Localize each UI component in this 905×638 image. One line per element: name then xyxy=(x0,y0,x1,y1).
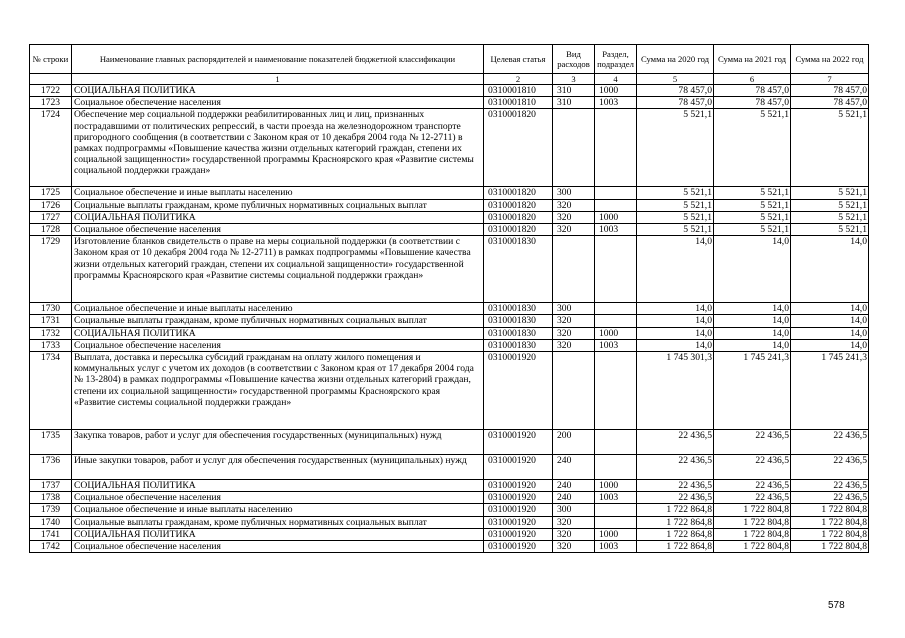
table-row xyxy=(30,211,869,223)
column-number: 4 xyxy=(595,74,637,85)
sum-2022-cell: 1 722 804,8 xyxy=(791,541,869,553)
name-cell: Иные закупки товаров, работ и услуг для обеспечения государственных (муниципальных) нужд xyxy=(72,455,484,480)
header-target-article: Целевая статья xyxy=(484,45,553,74)
expense-kind-cell: 300 xyxy=(553,303,595,315)
sum-2021-cell: 5 521,1 xyxy=(714,211,791,223)
section-cell xyxy=(595,109,637,187)
expense-kind-cell: 240 xyxy=(553,480,595,492)
name-cell: Социальное обеспечение населения xyxy=(72,541,484,553)
name-cell: Социальные выплаты гражданам, кроме публичных нормативных социальных выплат xyxy=(72,315,484,327)
target-article-cell: 0310001830 xyxy=(484,339,553,351)
name-cell: СОЦИАЛЬНАЯ ПОЛИТИКА xyxy=(72,211,484,223)
target-article-cell: 0310001820 xyxy=(484,187,553,199)
sum-2021-cell: 1 722 804,8 xyxy=(714,541,791,553)
name-cell: Социальное обеспечение населения xyxy=(72,492,484,504)
name-cell: СОЦИАЛЬНАЯ ПОЛИТИКА xyxy=(72,480,484,492)
row-number-cell: 1726 xyxy=(30,199,72,211)
target-article-cell: 0310001920 xyxy=(484,430,553,455)
sum-2022-cell: 5 521,1 xyxy=(791,224,869,236)
section-cell: 1003 xyxy=(595,492,637,504)
sum-2022-cell: 22 436,5 xyxy=(791,455,869,480)
sum-2021-cell: 14,0 xyxy=(714,236,791,303)
target-article-cell: 0310001820 xyxy=(484,211,553,223)
sum-2020-cell: 1 745 301,3 xyxy=(637,352,714,430)
sum-2020-cell: 14,0 xyxy=(637,339,714,351)
sum-2022-cell: 14,0 xyxy=(791,339,869,351)
sum-2022-cell: 5 521,1 xyxy=(791,187,869,199)
column-number: 6 xyxy=(714,74,791,85)
table-row xyxy=(30,492,869,504)
row-number-cell: 1723 xyxy=(30,97,72,109)
table-row xyxy=(30,430,869,455)
target-article-cell: 0310001920 xyxy=(484,504,553,516)
table-row xyxy=(30,352,869,430)
target-article-cell: 0310001920 xyxy=(484,480,553,492)
sum-2022-cell: 14,0 xyxy=(791,315,869,327)
sum-2020-cell: 1 722 864,8 xyxy=(637,516,714,528)
expense-kind-cell: 320 xyxy=(553,541,595,553)
target-article-cell: 0310001920 xyxy=(484,528,553,540)
section-cell: 1000 xyxy=(595,327,637,339)
table-row xyxy=(30,528,869,540)
sum-2021-cell: 22 436,5 xyxy=(714,480,791,492)
table-row xyxy=(30,85,869,97)
sum-2020-cell: 14,0 xyxy=(637,303,714,315)
row-number-cell: 1737 xyxy=(30,480,72,492)
sum-2021-cell: 5 521,1 xyxy=(714,199,791,211)
row-number-cell: 1740 xyxy=(30,516,72,528)
target-article-cell: 0310001830 xyxy=(484,315,553,327)
expense-kind-cell: 300 xyxy=(553,187,595,199)
row-number-cell: 1727 xyxy=(30,211,72,223)
row-number-cell: 1738 xyxy=(30,492,72,504)
sum-2021-cell: 5 521,1 xyxy=(714,109,791,187)
section-cell xyxy=(595,516,637,528)
expense-kind-cell: 310 xyxy=(553,97,595,109)
name-cell: Изготовление бланков свидетельств о праве на меры социальной поддержки (в соответствии с Законом края от 10 декабря 2004 года № 12-2711) в рамках подпрограммы «Повышение качества жизни отдельных категорий граждан, степени их социальной защищенности» государственной программы Красноярского края «Развитие системы социальной поддержки граждан» xyxy=(72,236,484,303)
column-number: 3 xyxy=(553,74,595,85)
sum-2020-cell: 78 457,0 xyxy=(637,97,714,109)
column-number: 5 xyxy=(637,74,714,85)
section-cell: 1003 xyxy=(595,97,637,109)
page-number: 578 xyxy=(828,600,845,611)
table-row xyxy=(30,516,869,528)
section-cell xyxy=(595,199,637,211)
section-cell xyxy=(595,303,637,315)
name-cell: Обеспечение мер социальной поддержки реабилитированных лиц и лиц, признанных пострадавшими от политических репрессий, в части проезда на железнодорожном транспорте пригородного сообщения (в соответствии с Законом края от 10 декабря 2004 года № 12-2711) в рамках подпрограммы «Повышение качества жизни отдельных категорий граждан, степени их социальной защищенности» государственной программы Красноярского края «Развитие системы социальной поддержки граждан» xyxy=(72,109,484,187)
row-number-cell: 1724 xyxy=(30,109,72,187)
column-number-row xyxy=(30,74,869,85)
name-cell: Закупка товаров, работ и услуг для обеспечения государственных (муниципальных) нужд xyxy=(72,430,484,455)
row-number-cell: 1725 xyxy=(30,187,72,199)
row-number-cell: 1722 xyxy=(30,85,72,97)
row-number-cell: 1733 xyxy=(30,339,72,351)
sum-2021-cell: 14,0 xyxy=(714,303,791,315)
sum-2022-cell: 5 521,1 xyxy=(791,211,869,223)
target-article-cell: 0310001920 xyxy=(484,492,553,504)
sum-2021-cell: 14,0 xyxy=(714,315,791,327)
row-number-cell: 1731 xyxy=(30,315,72,327)
name-cell: Социальное обеспечение и иные выплаты населению xyxy=(72,303,484,315)
sum-2021-cell: 22 436,5 xyxy=(714,430,791,455)
section-cell xyxy=(595,315,637,327)
expense-kind-cell: 320 xyxy=(553,516,595,528)
name-cell: Социальные выплаты гражданам, кроме публичных нормативных социальных выплат xyxy=(72,516,484,528)
sum-2022-cell: 1 722 804,8 xyxy=(791,516,869,528)
section-cell xyxy=(595,504,637,516)
expense-kind-cell: 320 xyxy=(553,199,595,211)
sum-2022-cell: 1 722 804,8 xyxy=(791,504,869,516)
table-row xyxy=(30,339,869,351)
sum-2020-cell: 14,0 xyxy=(637,236,714,303)
sum-2020-cell: 14,0 xyxy=(637,327,714,339)
target-article-cell: 0310001820 xyxy=(484,109,553,187)
sum-2020-cell: 78 457,0 xyxy=(637,85,714,97)
row-number-cell: 1729 xyxy=(30,236,72,303)
sum-2022-cell: 78 457,0 xyxy=(791,97,869,109)
section-cell: 1003 xyxy=(595,339,637,351)
budget-table xyxy=(29,44,869,553)
expense-kind-cell: 240 xyxy=(553,455,595,480)
sum-2022-cell: 22 436,5 xyxy=(791,430,869,455)
sum-2020-cell: 1 722 864,8 xyxy=(637,541,714,553)
expense-kind-cell xyxy=(553,109,595,187)
row-number-cell: 1735 xyxy=(30,430,72,455)
sum-2021-cell: 1 722 804,8 xyxy=(714,516,791,528)
section-cell xyxy=(595,352,637,430)
table-row xyxy=(30,315,869,327)
sum-2022-cell: 22 436,5 xyxy=(791,480,869,492)
sum-2021-cell: 22 436,5 xyxy=(714,455,791,480)
section-cell xyxy=(595,187,637,199)
row-number-cell: 1730 xyxy=(30,303,72,315)
sum-2020-cell: 22 436,5 xyxy=(637,430,714,455)
header-name: Наименование главных распорядителей и наименование показателей бюджетной классификации xyxy=(72,45,484,74)
sum-2020-cell: 1 722 864,8 xyxy=(637,504,714,516)
section-cell xyxy=(595,236,637,303)
target-article-cell: 0310001820 xyxy=(484,199,553,211)
row-number-cell: 1734 xyxy=(30,352,72,430)
sum-2021-cell: 5 521,1 xyxy=(714,224,791,236)
expense-kind-cell: 320 xyxy=(553,327,595,339)
table-row xyxy=(30,97,869,109)
table-row xyxy=(30,327,869,339)
sum-2020-cell: 1 722 864,8 xyxy=(637,528,714,540)
expense-kind-cell xyxy=(553,352,595,430)
sum-2021-cell: 14,0 xyxy=(714,327,791,339)
section-cell: 1000 xyxy=(595,211,637,223)
sum-2022-cell: 14,0 xyxy=(791,236,869,303)
name-cell: Выплата, доставка и пересылка субсидий гражданам на оплату жилого помещения и коммунальных услуг с учетом их доходов (в соответствии с Законом края от 17 декабря 2004 года № 13-2804) в рамках подпрограммы «Повышение качества жизни отдельных категорий граждан, степени их социальной защищенности» государственной программы Красноярского края «Развитие системы социальной поддержки граждан» xyxy=(72,352,484,430)
table-row xyxy=(30,455,869,480)
target-article-cell: 0310001820 xyxy=(484,224,553,236)
name-cell: Социальные выплаты гражданам, кроме публичных нормативных социальных выплат xyxy=(72,199,484,211)
row-number-cell: 1732 xyxy=(30,327,72,339)
expense-kind-cell: 240 xyxy=(553,492,595,504)
name-cell: Социальное обеспечение населения xyxy=(72,224,484,236)
target-article-cell: 0310001810 xyxy=(484,85,553,97)
name-cell: Социальное обеспечение и иные выплаты населению xyxy=(72,504,484,516)
table-row xyxy=(30,480,869,492)
section-cell: 1003 xyxy=(595,224,637,236)
sum-2022-cell: 78 457,0 xyxy=(791,85,869,97)
sum-2020-cell: 5 521,1 xyxy=(637,224,714,236)
expense-kind-cell: 200 xyxy=(553,430,595,455)
sum-2020-cell: 14,0 xyxy=(637,315,714,327)
expense-kind-cell: 300 xyxy=(553,504,595,516)
name-cell: Социальное обеспечение и иные выплаты населению xyxy=(72,187,484,199)
header-sum-2021: Сумма на 2021 год xyxy=(714,45,791,74)
row-number-cell: 1736 xyxy=(30,455,72,480)
name-cell: Социальное обеспечение населения xyxy=(72,97,484,109)
sum-2020-cell: 5 521,1 xyxy=(637,199,714,211)
sum-2021-cell: 78 457,0 xyxy=(714,85,791,97)
sum-2020-cell: 5 521,1 xyxy=(637,187,714,199)
expense-kind-cell: 320 xyxy=(553,224,595,236)
target-article-cell: 0310001810 xyxy=(484,97,553,109)
target-article-cell: 0310001920 xyxy=(484,455,553,480)
expense-kind-cell: 320 xyxy=(553,211,595,223)
column-number: 7 xyxy=(791,74,869,85)
table-row xyxy=(30,109,869,187)
column-number: 2 xyxy=(484,74,553,85)
header-row-number: № строки xyxy=(30,45,72,74)
expense-kind-cell: 320 xyxy=(553,315,595,327)
sum-2022-cell: 5 521,1 xyxy=(791,109,869,187)
sum-2021-cell: 22 436,5 xyxy=(714,492,791,504)
target-article-cell: 0310001920 xyxy=(484,516,553,528)
sum-2020-cell: 22 436,5 xyxy=(637,480,714,492)
sum-2021-cell: 5 521,1 xyxy=(714,187,791,199)
expense-kind-cell xyxy=(553,236,595,303)
section-cell xyxy=(595,455,637,480)
section-cell: 1000 xyxy=(595,85,637,97)
sum-2022-cell: 14,0 xyxy=(791,327,869,339)
sum-2022-cell: 14,0 xyxy=(791,303,869,315)
row-number-cell: 1741 xyxy=(30,528,72,540)
table-row xyxy=(30,236,869,303)
sum-2020-cell: 5 521,1 xyxy=(637,109,714,187)
sum-2022-cell: 1 745 241,3 xyxy=(791,352,869,430)
sum-2021-cell: 78 457,0 xyxy=(714,97,791,109)
table-row xyxy=(30,199,869,211)
section-cell: 1000 xyxy=(595,480,637,492)
sum-2020-cell: 22 436,5 xyxy=(637,492,714,504)
name-cell: СОЦИАЛЬНАЯ ПОЛИТИКА xyxy=(72,327,484,339)
target-article-cell: 0310001830 xyxy=(484,303,553,315)
target-article-cell: 0310001920 xyxy=(484,352,553,430)
name-cell: Социальное обеспечение населения xyxy=(72,339,484,351)
sum-2021-cell: 1 722 804,8 xyxy=(714,528,791,540)
table-row xyxy=(30,303,869,315)
target-article-cell: 0310001920 xyxy=(484,541,553,553)
target-article-cell: 0310001830 xyxy=(484,327,553,339)
expense-kind-cell: 320 xyxy=(553,339,595,351)
header-sum-2022: Сумма на 2022 год xyxy=(791,45,869,74)
section-cell: 1000 xyxy=(595,528,637,540)
sum-2020-cell: 5 521,1 xyxy=(637,211,714,223)
header-expense-kind: Вид расходов xyxy=(553,45,595,74)
column-number xyxy=(30,74,72,85)
target-article-cell: 0310001830 xyxy=(484,236,553,303)
sum-2021-cell: 1 722 804,8 xyxy=(714,504,791,516)
header-section: Раздел, подраздел xyxy=(595,45,637,74)
column-number: 1 xyxy=(72,74,484,85)
sum-2022-cell: 5 521,1 xyxy=(791,199,869,211)
sum-2022-cell: 22 436,5 xyxy=(791,492,869,504)
name-cell: СОЦИАЛЬНАЯ ПОЛИТИКА xyxy=(72,528,484,540)
row-number-cell: 1728 xyxy=(30,224,72,236)
table-row xyxy=(30,504,869,516)
section-cell: 1003 xyxy=(595,541,637,553)
table-row xyxy=(30,187,869,199)
table-row xyxy=(30,541,869,553)
expense-kind-cell: 320 xyxy=(553,528,595,540)
sum-2021-cell: 14,0 xyxy=(714,339,791,351)
expense-kind-cell: 310 xyxy=(553,85,595,97)
row-number-cell: 1742 xyxy=(30,541,72,553)
section-cell xyxy=(595,430,637,455)
sum-2022-cell: 1 722 804,8 xyxy=(791,528,869,540)
sum-2020-cell: 22 436,5 xyxy=(637,455,714,480)
row-number-cell: 1739 xyxy=(30,504,72,516)
header-row xyxy=(30,45,869,74)
header-sum-2020: Сумма на 2020 год xyxy=(637,45,714,74)
name-cell: СОЦИАЛЬНАЯ ПОЛИТИКА xyxy=(72,85,484,97)
sum-2021-cell: 1 745 241,3 xyxy=(714,352,791,430)
table-row xyxy=(30,224,869,236)
